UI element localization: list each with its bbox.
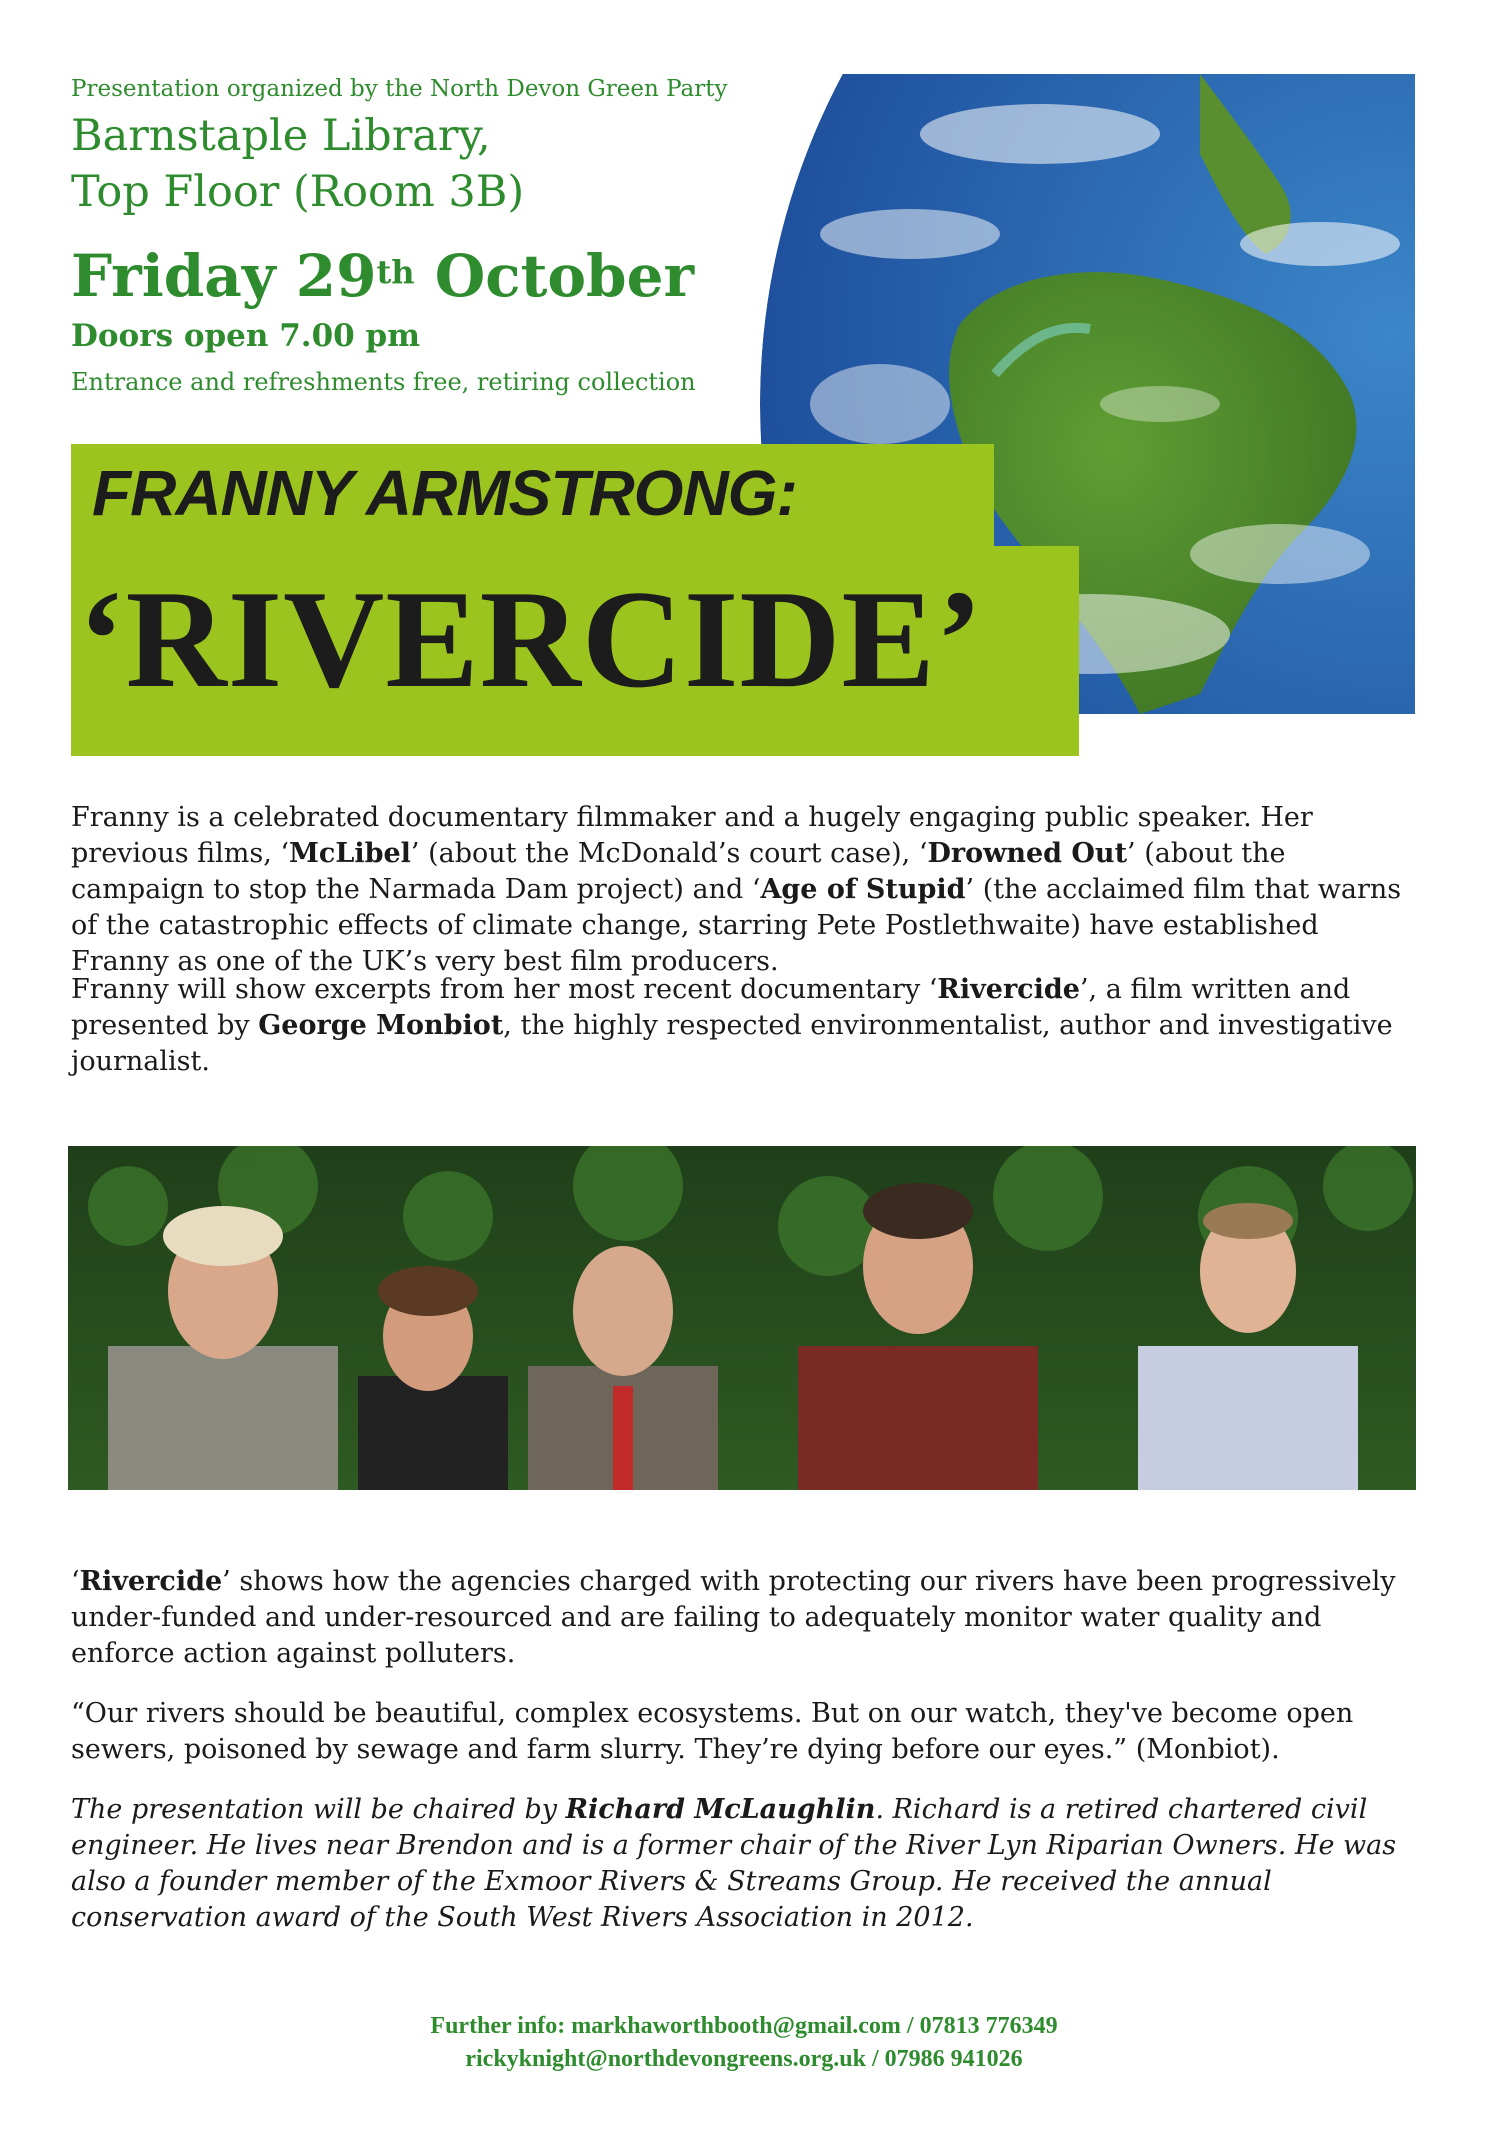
- event-date: [71, 244, 694, 308]
- venue-line-2: Top Floor (Room 3B): [71, 167, 525, 217]
- film-drowned-out: Drowned Out: [927, 838, 1128, 869]
- group-photo: [68, 1146, 1416, 1490]
- speaker-name: FRANNY ARMSTRONG:: [92, 457, 797, 529]
- monbiot-quote: “Our rivers should be beautiful, complex ecosystems. But on our watch, they've become open sewers, poisoned by sewage and farm slurry. They’re dying before our eyes.” (Monbiot).: [71, 1698, 1354, 1765]
- doors-open: Doors open 7.00 pm: [71, 318, 420, 354]
- excerpts-paragraph: Franny will show excerpts from her most recent documentary ‘Rivercide’, a film written and presented by George Monbiot, the highly respected environmentalist, author and investigative journalist.: [71, 974, 1393, 1077]
- presenter-name: George Monbiot: [258, 1010, 504, 1041]
- venue: [71, 108, 524, 220]
- date-prefix: Friday 29: [71, 242, 377, 310]
- film-title: ‘RIVERCIDE’: [78, 562, 984, 717]
- film-mclibel: McLibel: [289, 838, 411, 869]
- entrance-info: Entrance and refreshments free, retiring collection: [71, 368, 696, 396]
- contact-line-2: rickyknight@northdevongreens.org.uk / 07986 941026: [465, 2046, 1023, 2072]
- film-rivercide: Rivercide: [937, 974, 1080, 1005]
- film-age-of-stupid: Age of Stupid: [760, 874, 966, 905]
- intro-paragraph: Franny is a celebrated documentary filmmaker and a hugely engaging public speaker. Her previous films, ‘McLibel’ (about the McDonald’s court case), ‘Drowned Out’ (about the campaign to stop the Narmada Dam project) and ‘Age of Stupid’ (the acclaimed film that warns of the catastrophic effects of climate change, starring Pete Postlethwaite) have established Franny as one of the UK’s very best film producers.: [71, 802, 1402, 977]
- date-ordinal: th: [376, 253, 415, 291]
- organizer-line: Presentation organized by the North Devon Green Party: [71, 76, 728, 102]
- chair-paragraph: The presentation will be chaired by Richard McLaughlin. Richard is a retired chartered civil engineer. He lives near Brendon and is a former chair of the River Lyn Riparian Owners. He was also a founder member of the Exmoor Rivers & Streams Group. He received the annual conservation award of the South West Rivers Association in 2012.: [71, 1794, 1397, 1933]
- film-rivercide-2: Rivercide: [79, 1566, 223, 1597]
- rivercide-paragraph: ‘Rivercide’ shows how the agencies charged with protecting our rivers have been progressively under-funded and under-resourced and are failing to adequately monitor water quality and enforce action against polluters.: [71, 1566, 1396, 1669]
- date-month: October: [414, 242, 695, 310]
- venue-line-1: Barnstaple Library,: [71, 111, 491, 161]
- contact-line-1: Further info: markhaworthbooth@gmail.com / 07813 776349: [430, 2013, 1058, 2039]
- chair-name: Richard McLaughlin: [565, 1794, 876, 1825]
